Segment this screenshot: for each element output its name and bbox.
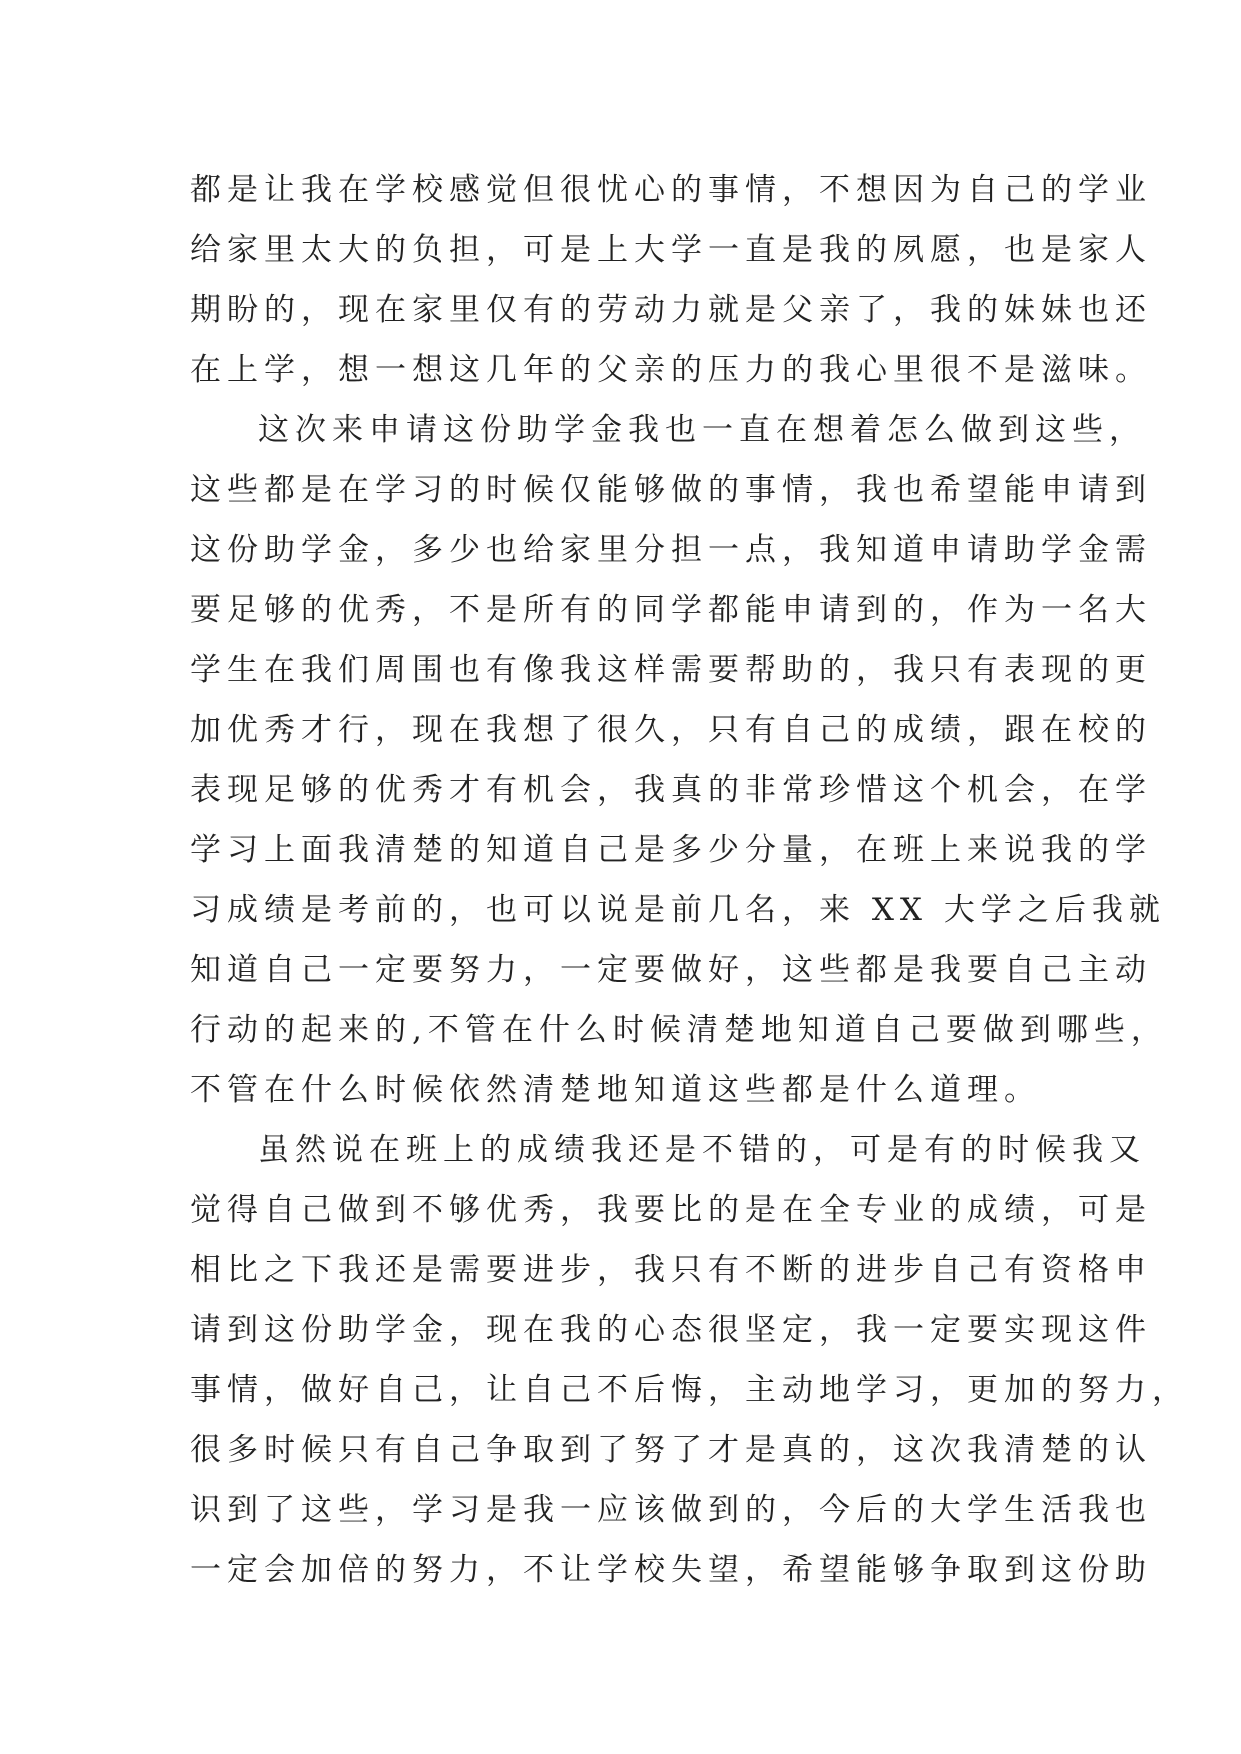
text-line: 识到了这些，学习是我一应该做到的，今后的大学生活我也 (190, 1492, 1152, 1528)
text-line: 学生在我们周围也有像我这样需要帮助的，我只有表现的更 (190, 652, 1152, 688)
text-line: 学习上面我清楚的知道自己是多少分量，在班上来说我的学 (190, 832, 1152, 868)
text-line: 觉得自己做到不够优秀，我要比的是在全专业的成绩，可是 (190, 1192, 1152, 1228)
text-line: 这份助学金，多少也给家里分担一点，我知道申请助学金需 (190, 532, 1152, 568)
document-body (190, 160, 1189, 1600)
text-line: 事情，做好自己，让自己不后悔，主动地学习，更加的努力， (190, 1372, 1189, 1408)
paragraph-start-line: 这次来申请这份助学金我也一直在想着怎么做到这些， (258, 412, 1146, 448)
text-line: 给家里太大的负担，可是上大学一直是我的夙愿，也是家人 (190, 232, 1152, 268)
text-line: 一定会加倍的努力，不让学校失望，希望能够争取到这份助 (190, 1552, 1152, 1588)
text-line: 期盼的，现在家里仅有的劳动力就是父亲了，我的妹妹也还 (190, 292, 1152, 328)
paragraph-start-line: 虽然说在班上的成绩我还是不错的，可是有的时候我又 (258, 1132, 1146, 1168)
text-line: 这些都是在学习的时候仅能够做的事情，我也希望能申请到 (190, 472, 1152, 508)
text-line: 加优秀才行，现在我想了很久，只有自己的成绩，跟在校的 (190, 712, 1152, 748)
text-line: 知道自己一定要努力，一定要做好，这些都是我要自己主动 (190, 952, 1152, 988)
text-line: 都是让我在学校感觉但很忧心的事情，不想因为自己的学业 (190, 172, 1152, 208)
text-line: 在上学，想一想这几年的父亲的压力的我心里很不是滋味。 (190, 352, 1152, 388)
text-line: 习成绩是考前的，也可以说是前几名，来 XX 大学之后我就 (190, 892, 1166, 928)
text-line: 很多时候只有自己争取到了努了才是真的，这次我清楚的认 (190, 1432, 1152, 1468)
text-line: 相比之下我还是需要进步，我只有不断的进步自己有资格申 (190, 1252, 1152, 1288)
text-line: 要足够的优秀，不是所有的同学都能申请到的，作为一名大 (190, 592, 1152, 628)
paragraph-end-line: 不管在什么时候依然清楚地知道这些都是什么道理。 (190, 1072, 1041, 1108)
text-line: 行动的起来的,不管在什么时候清楚地知道自己要做到哪些， (190, 1012, 1168, 1048)
text-line: 请到这份助学金，现在我的心态很坚定，我一定要实现这件 (190, 1312, 1152, 1348)
text-line: 表现足够的优秀才有机会，我真的非常珍惜这个机会，在学 (190, 772, 1152, 808)
